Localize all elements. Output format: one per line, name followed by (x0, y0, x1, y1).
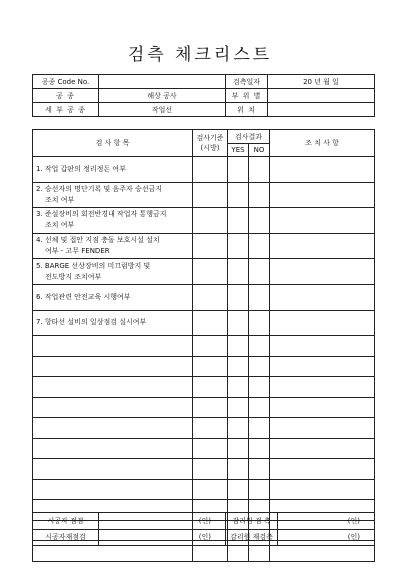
checklist-row (33, 310, 375, 336)
part-label: 부 위 별 (226, 89, 268, 103)
no-cell[interactable] (249, 438, 270, 459)
item-line1: 2. 승선자의 명단기록 및 음주자 승선금지 (36, 184, 162, 193)
no-cell[interactable] (249, 397, 270, 418)
column-header-standard (193, 130, 228, 157)
yes-cell[interactable] (228, 284, 249, 310)
checklist-row-blank (33, 418, 375, 439)
yes-cell[interactable] (228, 356, 249, 377)
yes-cell[interactable] (228, 157, 249, 183)
standard-cell[interactable] (193, 377, 228, 398)
checklist-item-text (33, 284, 193, 310)
no-cell[interactable] (249, 377, 270, 398)
checklist-row-blank (33, 438, 375, 459)
checklist-item-text (33, 310, 193, 336)
checklist-item-text (33, 157, 193, 183)
standard-cell[interactable] (193, 356, 228, 377)
applicant-recheck-seal[interactable]: (인) (99, 529, 226, 546)
standard-cell[interactable] (193, 157, 228, 183)
no-cell[interactable] (249, 310, 270, 336)
no-cell[interactable] (249, 356, 270, 377)
standard-cell[interactable] (193, 259, 228, 285)
action-cell[interactable] (270, 259, 375, 285)
code-value[interactable] (99, 75, 226, 89)
code-label: 공종 Code No. (33, 75, 99, 89)
standard-cell[interactable] (193, 438, 228, 459)
blank-item-cell[interactable] (33, 397, 193, 418)
supervisor-recheck-label: 감리원 재검측 (226, 529, 278, 546)
no-cell[interactable] (249, 233, 270, 259)
checklist-row-blank (33, 397, 375, 418)
supervisor-recheck-seal[interactable]: (인) (278, 529, 375, 546)
action-cell[interactable] (270, 208, 375, 234)
yes-cell[interactable] (228, 479, 249, 500)
action-cell[interactable] (270, 157, 375, 183)
action-cell[interactable] (270, 336, 375, 357)
item-line2: 조치 여부 (45, 195, 75, 204)
checklist-body (33, 157, 375, 562)
action-cell[interactable] (270, 397, 375, 418)
checklist-row-blank (33, 336, 375, 357)
blank-item-cell[interactable] (33, 479, 193, 500)
date-value[interactable]: 20 년 월 일 (268, 75, 375, 89)
checklist-row-blank (33, 459, 375, 480)
standard-cell[interactable] (193, 479, 228, 500)
action-cell[interactable] (270, 459, 375, 480)
item-line1: 1. 작업 갑판의 정리정돈 여부 (36, 164, 126, 173)
item-line1: 4. 선체 및 접안 지점 충돌 보호시설 설치 (36, 236, 160, 245)
no-cell[interactable] (249, 182, 270, 208)
no-cell[interactable] (249, 157, 270, 183)
supervisor-check-label: 감리원 검 측 (226, 513, 278, 530)
supervisor-check-seal[interactable]: (인) (278, 513, 375, 530)
checklist-item-text (33, 233, 193, 259)
checklist-row (33, 233, 375, 259)
checklist-item-text (33, 208, 193, 234)
header-table (32, 74, 375, 117)
yes-cell[interactable] (228, 259, 249, 285)
action-cell[interactable] (270, 479, 375, 500)
column-header-yes: YES (228, 144, 249, 157)
standard-cell[interactable] (193, 208, 228, 234)
item-line2: 여부 - 고무 FENDER (45, 247, 110, 256)
no-cell[interactable] (249, 284, 270, 310)
yes-cell[interactable] (228, 336, 249, 357)
standard-cell[interactable] (193, 336, 228, 357)
checklist-row (33, 284, 375, 310)
blank-item-cell[interactable] (33, 336, 193, 357)
yes-cell[interactable] (228, 182, 249, 208)
applicant-check-label: 시공자 점검 (33, 513, 99, 530)
action-cell[interactable] (270, 284, 375, 310)
type-value[interactable]: 해상 공사 (99, 89, 226, 103)
item-line2: 조치 여부 (45, 221, 75, 230)
item-line1: 5. BARGE 선상장비의 미끄럼방지 및 (36, 261, 151, 270)
checklist-row (33, 208, 375, 234)
standard-cell[interactable] (193, 182, 228, 208)
yes-cell[interactable] (228, 310, 249, 336)
action-cell[interactable] (270, 182, 375, 208)
action-cell[interactable] (270, 377, 375, 398)
no-cell[interactable] (249, 479, 270, 500)
checklist-item-text (33, 259, 193, 285)
standard-cell[interactable] (193, 233, 228, 259)
date-label: 검측일자 (226, 75, 268, 89)
standard-cell[interactable] (193, 418, 228, 439)
item-line2: 전도방지 조치여부 (45, 272, 102, 281)
standard-cell[interactable] (193, 284, 228, 310)
applicant-recheck-label: 시공자재점검 (33, 529, 99, 546)
blank-item-cell[interactable] (33, 418, 193, 439)
yes-cell[interactable] (228, 438, 249, 459)
action-cell[interactable] (270, 418, 375, 439)
part-value[interactable] (268, 89, 375, 103)
checklist-row-blank (33, 377, 375, 398)
signature-table (32, 512, 375, 546)
blank-item-cell[interactable] (33, 438, 193, 459)
no-cell[interactable] (249, 336, 270, 357)
blank-item-cell[interactable] (33, 459, 193, 480)
detail-value[interactable]: 작업선 (99, 103, 226, 117)
standard-cell[interactable] (193, 397, 228, 418)
detail-label: 세 부 공 종 (33, 103, 99, 117)
checklist-row-blank (33, 479, 375, 500)
action-cell[interactable] (270, 233, 375, 259)
no-cell[interactable] (249, 418, 270, 439)
standard-cell[interactable] (193, 310, 228, 336)
column-header-action: 조 치 사 항 (270, 130, 375, 157)
action-cell[interactable] (270, 310, 375, 336)
item-line1: 3. 준설장비의 회전반경내 작업자 통행금지 (36, 210, 167, 219)
checklist-row (33, 157, 375, 183)
column-header-item: 검 사 항 목 (33, 130, 193, 157)
yes-cell[interactable] (228, 397, 249, 418)
checklist-item-text (33, 182, 193, 208)
checklist-table (32, 129, 375, 562)
no-cell[interactable] (249, 459, 270, 480)
item-line1: 6. 작업관련 안전교육 시행여부 (36, 292, 131, 301)
yes-cell[interactable] (228, 233, 249, 259)
yes-cell[interactable] (228, 459, 249, 480)
no-cell[interactable] (249, 208, 270, 234)
yes-cell[interactable] (228, 208, 249, 234)
standard-label-line2: (시방) (200, 144, 220, 152)
no-cell[interactable] (249, 259, 270, 285)
type-label: 공 종 (33, 89, 99, 103)
checklist-row (33, 259, 375, 285)
applicant-check-seal[interactable]: (인) (99, 513, 226, 530)
checklist-row (33, 182, 375, 208)
action-cell[interactable] (270, 356, 375, 377)
blank-item-cell[interactable] (33, 377, 193, 398)
column-header-no: NO (249, 144, 270, 157)
location-label: 위 치 (226, 103, 268, 117)
yes-cell[interactable] (228, 418, 249, 439)
yes-cell[interactable] (228, 377, 249, 398)
location-value[interactable] (268, 103, 375, 117)
checklist-row-blank (33, 356, 375, 377)
standard-cell[interactable] (193, 459, 228, 480)
item-line1: 7. 항타선 설비의 일상점검 실시여부 (36, 318, 147, 327)
blank-item-cell[interactable] (33, 356, 193, 377)
page-title: 검측 체크리스트 (127, 45, 273, 65)
standard-label-line1: 검사기준 (196, 134, 224, 142)
action-cell[interactable] (270, 438, 375, 459)
column-header-result: 검사결과 (228, 130, 270, 144)
